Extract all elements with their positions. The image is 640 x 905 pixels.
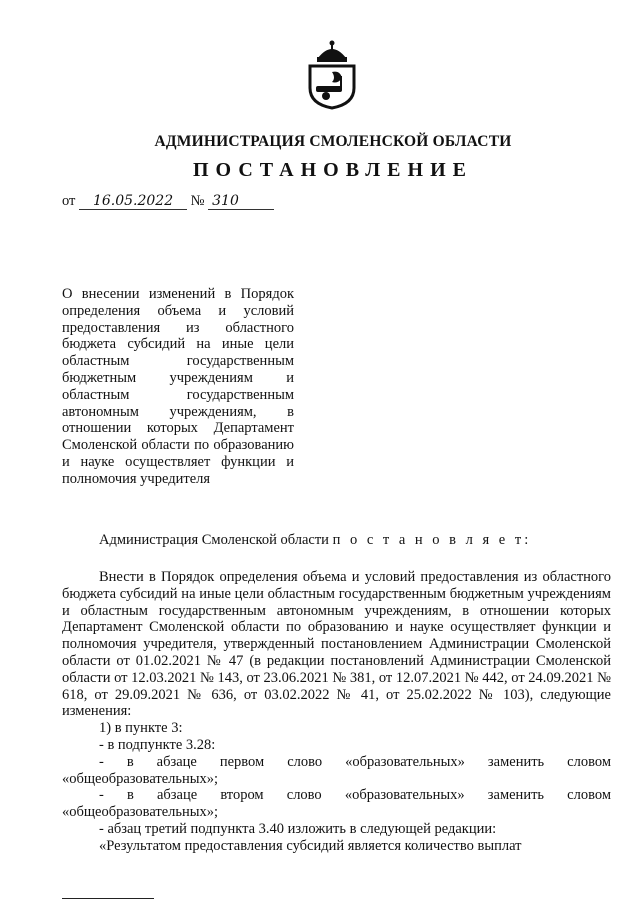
intro-resolves: п о с т а н о в л я е т: xyxy=(332,532,532,548)
number-label: № xyxy=(190,193,205,209)
document-number: 310 xyxy=(208,193,274,210)
document-subject: О внесении изменений в Порядок определения объема и условий предоставления из областного бюджета субсидий на иные цели областным государственным бюджетным учреждениям и областным государственным автономным учреждениям, в отношении которых Департамент Смоленской области по образованию и науке осуществляет функции и полномочия учредителя xyxy=(62,286,294,487)
intro-text: Администрация Смоленской области xyxy=(99,532,329,548)
body-paragraph: Внести в Порядок определения объема и условий предоставления из областного бюджета субсидий на иные цели областным государственным бюджетным учреждениям и областным государственным автономным учреждениям, в отношении которых Департамент Смоленской области по образованию и науке осуществляет функции и полномочия учредителя, утвержденный постановлением Администрации Смоленской области от 01.02.2021 № 47 (в редакции постановлений Администрации Смоленской области от 12.03.2021 № 143, от 23.06.2021 № 381, от 12.07.2021 № 442, от 24.09.2021 № 618, от 29.09.2021 № 636, от 03.02.2022 № 41, от 25.02.2022 № 103), следующие изменения: xyxy=(62,569,611,720)
date-number-line xyxy=(62,193,274,210)
document-type: ПОСТАНОВЛЕНИЕ xyxy=(193,159,473,181)
agency-name: АДМИНИСТРАЦИЯ СМОЛЕНСКОЙ ОБЛАСТИ xyxy=(154,133,512,150)
document-date: 16.05.2022 xyxy=(79,193,187,210)
footnote-rule xyxy=(62,898,154,899)
body-paragraph: - в абзаце первом слово «образовательных» заменить словом «общеобразовательных»; xyxy=(62,753,611,787)
body-paragraph: - абзац третий подпункта 3.40 изложить в следующей редакции: xyxy=(99,820,497,837)
intro-paragraph xyxy=(62,532,611,549)
body-paragraph: - в подпункте 3.28: xyxy=(99,736,216,753)
body-paragraph: - в абзаце втором слово «образовательных» заменить словом «общеобразовательных»; xyxy=(62,787,611,821)
body-paragraph: 1) в пункте 3: xyxy=(99,720,183,737)
from-label: от xyxy=(62,193,76,209)
coat-of-arms-emblem xyxy=(296,38,368,110)
document-body xyxy=(62,569,611,855)
body-paragraph: «Результатом предоставления субсидий является количество выплат xyxy=(99,837,522,854)
